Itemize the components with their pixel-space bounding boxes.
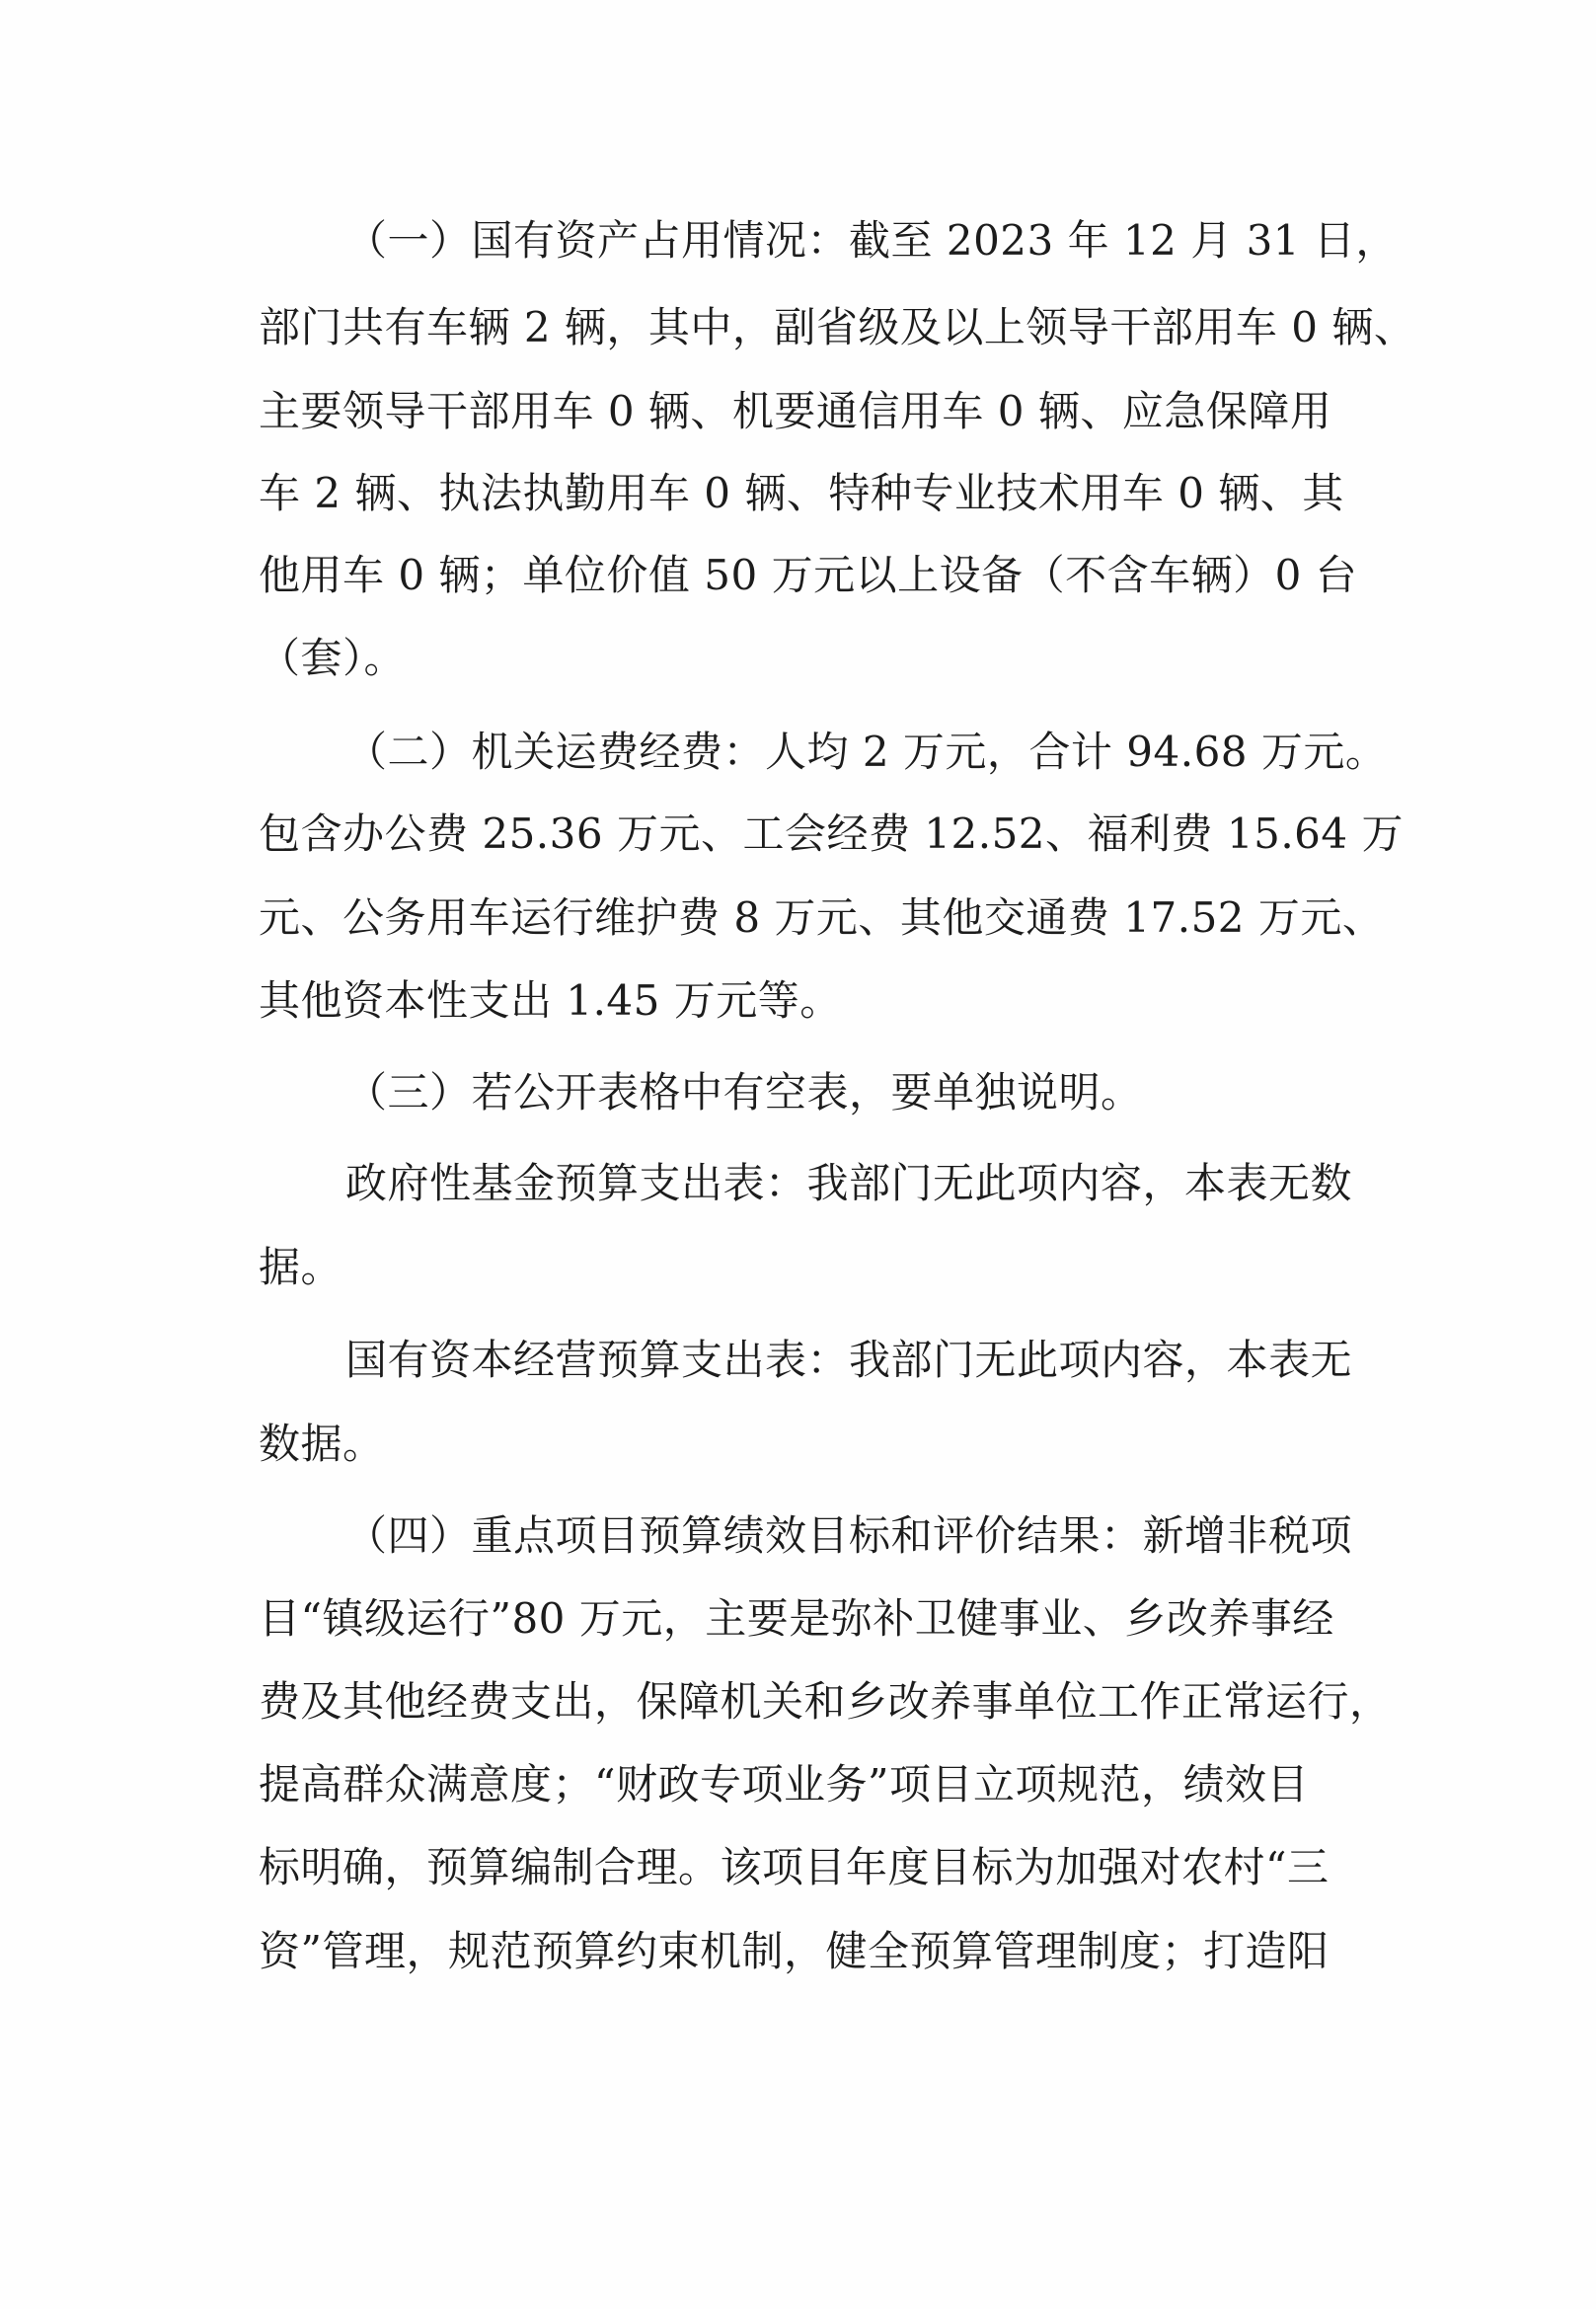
text-line: 主要领导干部用车 0 辆、机要通信用车 0 辆、应急保障用 [259, 387, 1332, 435]
text-line: 元、公务用车运行维护费 8 万元、其他交通费 17.52 万元、 [259, 893, 1385, 942]
text-line: 据。 [259, 1243, 343, 1291]
text-line: 部门共有车辆 2 辆，其中，副省级及以上领导干部用车 0 辆、 [259, 303, 1416, 351]
text-line: 其他资本性支出 1.45 万元等。 [259, 976, 842, 1025]
text-line: （套）。 [259, 634, 407, 682]
text-line: 他用车 0 辆；单位价值 50 万元以上设备（不含车辆）0 台 [259, 551, 1358, 599]
text-line: 数据。 [259, 1420, 385, 1468]
text-line: 费及其他经费支出，保障机关和乡改养事单位工作正常运行， [259, 1677, 1392, 1726]
text-line: 政府性基金预算支出表：我部门无此项内容，本表无数 [345, 1159, 1353, 1207]
text-line: 国有资本经营预算支出表：我部门无此项内容，本表无 [345, 1336, 1353, 1384]
text-line: 标明确，预算编制合理。该项目年度目标为加强对农村“三 [259, 1843, 1330, 1891]
text-line: 资”管理，规范预算约束机制，健全预算管理制度；打造阳 [259, 1927, 1330, 1975]
text-line: 目“镇级运行”80 万元，主要是弥补卫健事业、乡改养事经 [259, 1594, 1334, 1643]
text-line: 包含办公费 25.36 万元、工会经费 12.52、福利费 15.64 万 [259, 809, 1404, 858]
text-line: （二）机关运费经费：人均 2 万元，合计 94.68 万元。 [345, 728, 1388, 776]
text-line: （三）若公开表格中有空表，要单独说明。 [345, 1068, 1143, 1116]
text-line: 车 2 辆、执法执勤用车 0 辆、特种专业技术用车 0 辆、其 [259, 469, 1344, 517]
text-line: （四）重点项目预算绩效目标和评价结果：新增非税项 [345, 1511, 1353, 1560]
text-line: 提高群众满意度；“财政专项业务”项目立项规范，绩效目 [259, 1760, 1309, 1809]
text-line: （一）国有资产占用情况：截至 2023 年 12 月 31 日， [345, 216, 1398, 265]
